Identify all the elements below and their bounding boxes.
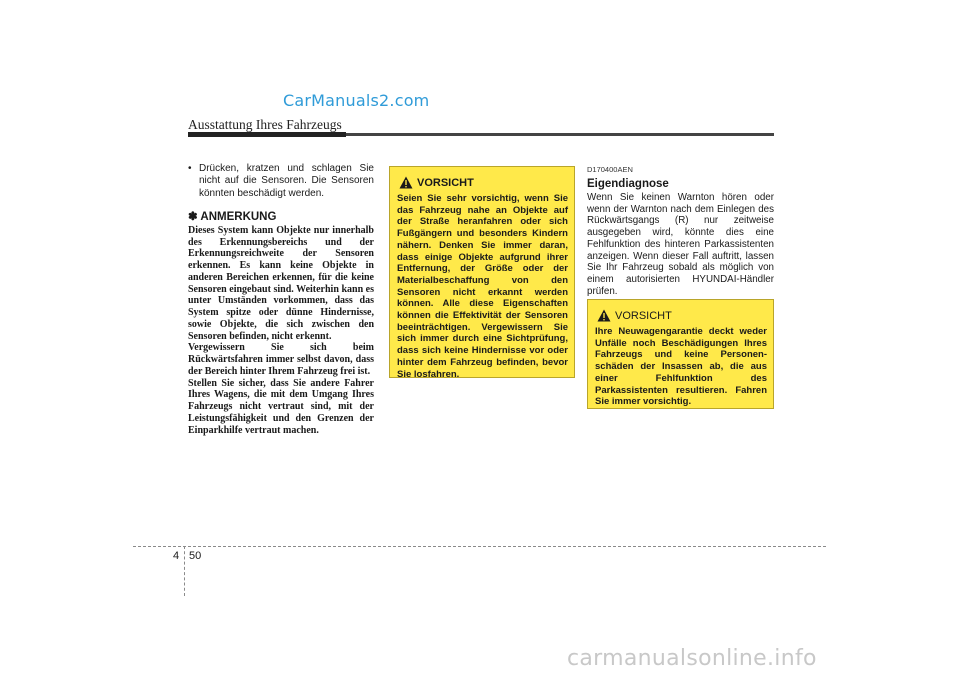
caution-title: VORSICHT	[417, 176, 474, 189]
left-column	[188, 163, 374, 436]
bullet-text: Drücken, kratzen und schlagen Sie nicht auf die Sensoren. Die Sensoren könnten beschädigt werden.	[199, 163, 374, 199]
note-paragraph: Vergewissern Sie sich beim Rückwärtsfahren immer selbst davon, dass der Bereich hinter Ihrem Fahrzeug frei ist.	[188, 342, 374, 377]
caution-box-1	[389, 166, 575, 378]
note-heading: ✽ ANMERKUNG	[188, 210, 277, 223]
warning-triangle-icon	[399, 176, 413, 189]
warning-triangle-icon	[597, 309, 611, 322]
page-number: 50	[189, 550, 202, 562]
note-paragraph: Dieses System kann Objekte nur innerhalb des Erkennungsbereichs und der Erkennungsreichweite der Sensoren erkennen. Es kann keine Objekte in anderen Bereichen erkennen, für die keine Sensoren eingebaut sind. Weiterhin kann es unter Umständen vorkommen, dass das System spitze oder dünne Hindernisse, sowie Objekte, die sich zwischen den Sensoren befinden, nicht erkennt.	[188, 224, 374, 342]
page-header-title: Ausstattung Ihres Fahrzeugs	[188, 117, 342, 132]
bullet-item	[188, 163, 374, 200]
section-title: Eigendiagnose	[587, 178, 669, 190]
chapter-number: 4	[173, 550, 180, 562]
footer-rule	[133, 546, 826, 547]
caution-text: Seien Sie sehr vorsichtig, wenn Sie das Fahrzeug nahe an Objekte auf der Straße heranfahren oder sich Fußgängern und besonders Kindern nähern. Denken Sie immer daran, dass einige Objekte aufgrund ihrer Entfernung, der Größe oder der Materialbeschaffung von den Sensoren nicht erkannt werden können. Alle diese Eigenschaften können die Effektivität der Sensoren beeinträchtigen. Vergewissern Sie sich immer durch eine Sichtprüfung, dass sich keine Hindernisse vor oder hinter dem Fahrzeug befinden, bevor Sie losfahren.	[397, 193, 568, 380]
header-rule-accent	[188, 132, 346, 137]
bullet-dot-icon: •	[188, 163, 192, 174]
section-body: Wenn Sie keinen Warnton hören oder wenn der Warnton nach dem Einlegen des Rückwärtsgangs (R) nur zeitweise ausgegeben wird, könnte dies eine Fehlfunktion des hinteren Parkassistenten anzeigen. Wenn dieser Fall auftritt, lassen Sie Ihr Fahrzeug sobald als möglich von einem autorisierten HYUNDAI-Händler prüfen.	[587, 192, 774, 297]
note-paragraph: Stellen Sie sicher, dass Sie andere Fahrer Ihres Wagens, die mit dem Umgang Ihres Fahrzeugs nicht vertraut sind, mit der Leistungsfähigkeit und den Grenzen der Einparkhilfe vertraut machen.	[188, 377, 374, 436]
note-body	[188, 225, 374, 437]
caution-header	[597, 309, 767, 322]
watermark-bottom: carmanualsonline.info	[567, 646, 817, 671]
caution-box-2	[587, 299, 774, 409]
caution-header	[399, 176, 568, 189]
section-code: D170400AEN	[587, 165, 633, 174]
caution-text: Ihre Neuwagengarantie deckt weder Unfälle noch Beschädigungen Ihres Fahrzeugs und keine Personen-schäden der Insassen ab, die aus einer Fehlfunktion des Parkassistenten resultieren. Fahren Sie immer vorsichtig.	[595, 326, 767, 408]
footer-vertical-rule	[184, 546, 185, 596]
right-column	[587, 165, 774, 297]
watermark-top: CarManuals2.com	[283, 91, 430, 110]
caution-title: VORSICHT	[615, 309, 672, 322]
